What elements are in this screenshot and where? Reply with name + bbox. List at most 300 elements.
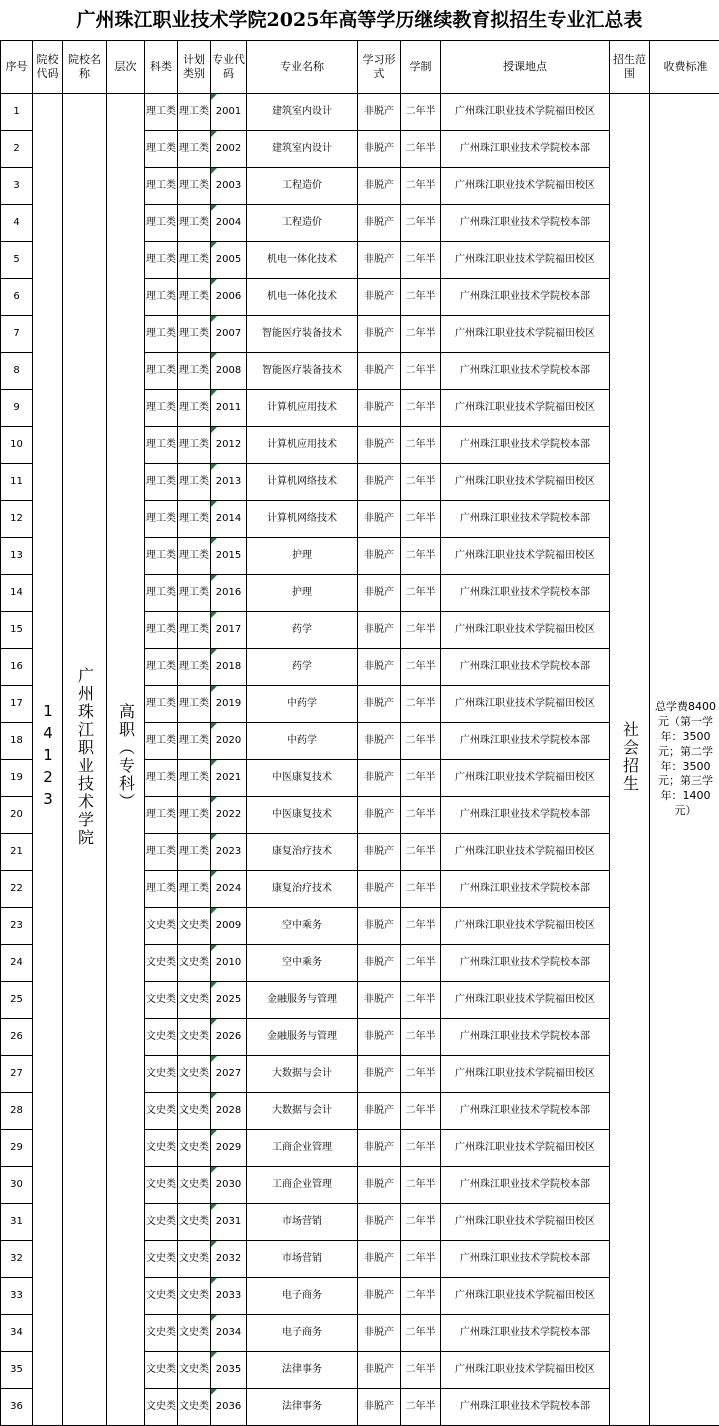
- cell-marker-icon: [211, 1204, 217, 1210]
- row-plan-type: 理工类: [178, 797, 211, 834]
- row-study-form: 非脱产: [358, 686, 401, 723]
- row-major-name: 空中乘务: [247, 908, 358, 945]
- row-location: 广州珠江职业技术学院福田校区: [441, 390, 610, 427]
- row-major-name: 市场营销: [247, 1241, 358, 1278]
- row-major-code: [211, 131, 247, 168]
- row-duration: 二年半: [401, 1130, 441, 1167]
- row-plan-type: 理工类: [178, 427, 211, 464]
- cell-marker-icon: [211, 131, 217, 137]
- major-code-text: 2013: [215, 475, 242, 487]
- school-name: 广州珠江职业技术学院: [75, 667, 95, 848]
- row-subject: 文史类: [145, 1204, 178, 1241]
- row-major-code: [211, 834, 247, 871]
- row-major-code: [211, 871, 247, 908]
- row-location: 广州珠江职业技术学院校本部: [441, 1019, 610, 1056]
- cell-marker-icon: [211, 797, 217, 803]
- cell-marker-icon: [211, 908, 217, 914]
- row-study-form: 非脱产: [358, 575, 401, 612]
- row-duration: 二年半: [401, 390, 441, 427]
- cell-marker-icon: [211, 390, 217, 396]
- row-major-code: [211, 1204, 247, 1241]
- row-duration: 二年半: [401, 1352, 441, 1389]
- major-code-text: 2017: [215, 623, 242, 635]
- row-subject: 理工类: [145, 205, 178, 242]
- row-plan-type: 理工类: [178, 131, 211, 168]
- major-code-text: 2002: [215, 142, 242, 154]
- row-major-code: [211, 353, 247, 390]
- row-major-code: [211, 760, 247, 797]
- row-subject: 文史类: [145, 1315, 178, 1352]
- row-plan-type: 理工类: [178, 464, 211, 501]
- row-study-form: 非脱产: [358, 538, 401, 575]
- row-plan-type: 理工类: [178, 871, 211, 908]
- row-seq: 31: [1, 1204, 33, 1241]
- major-code-text: 2035: [215, 1363, 242, 1375]
- row-seq: 5: [1, 242, 33, 279]
- row-major-code: [211, 1019, 247, 1056]
- row-location: 广州珠江职业技术学院福田校区: [441, 908, 610, 945]
- major-code-text: 2030: [215, 1178, 242, 1190]
- row-seq: 18: [1, 723, 33, 760]
- row-location: 广州珠江职业技术学院校本部: [441, 1093, 610, 1130]
- row-major-code: [211, 908, 247, 945]
- row-plan-type: 文史类: [178, 945, 211, 982]
- row-duration: 二年半: [401, 686, 441, 723]
- row-study-form: 非脱产: [358, 1315, 401, 1352]
- row-duration: 二年半: [401, 649, 441, 686]
- major-code-text: 2036: [215, 1400, 242, 1412]
- row-seq: 16: [1, 649, 33, 686]
- row-subject: 理工类: [145, 686, 178, 723]
- cell-marker-icon: [211, 94, 217, 100]
- row-plan-type: 理工类: [178, 760, 211, 797]
- row-location: 广州珠江职业技术学院福田校区: [441, 94, 610, 131]
- cell-marker-icon: [211, 464, 217, 470]
- row-study-form: 非脱产: [358, 168, 401, 205]
- row-major-name: 市场营销: [247, 1204, 358, 1241]
- row-subject: 理工类: [145, 353, 178, 390]
- row-plan-type: 文史类: [178, 1167, 211, 1204]
- row-subject: 理工类: [145, 464, 178, 501]
- row-subject: 理工类: [145, 575, 178, 612]
- row-major-name: 大数据与会计: [247, 1056, 358, 1093]
- major-code-text: 2016: [215, 586, 242, 598]
- major-code-text: 2021: [215, 771, 242, 783]
- school-name-cell: [63, 94, 107, 1426]
- row-subject: 理工类: [145, 242, 178, 279]
- major-code-text: 2019: [215, 697, 242, 709]
- school-code: 14123: [39, 702, 57, 813]
- row-duration: 二年半: [401, 94, 441, 131]
- row-major-code: [211, 1093, 247, 1130]
- row-major-code: [211, 945, 247, 982]
- major-code-text: 2023: [215, 845, 242, 857]
- row-duration: 二年半: [401, 1315, 441, 1352]
- row-study-form: 非脱产: [358, 464, 401, 501]
- row-major-name: 机电一体化技术: [247, 279, 358, 316]
- cell-marker-icon: [211, 723, 217, 729]
- row-major-name: 机电一体化技术: [247, 242, 358, 279]
- row-plan-type: 理工类: [178, 353, 211, 390]
- cell-marker-icon: [211, 1130, 217, 1136]
- row-plan-type: 理工类: [178, 723, 211, 760]
- row-subject: 理工类: [145, 390, 178, 427]
- row-duration: 二年半: [401, 797, 441, 834]
- enroll-scope-cell: [610, 94, 650, 1426]
- row-major-name: 中医康复技术: [247, 797, 358, 834]
- cell-marker-icon: [211, 168, 217, 174]
- row-plan-type: 理工类: [178, 205, 211, 242]
- row-major-name: 计算机网络技术: [247, 464, 358, 501]
- major-code-text: 2026: [215, 1030, 242, 1042]
- row-seq: 33: [1, 1278, 33, 1315]
- cell-marker-icon: [211, 834, 217, 840]
- major-code-text: 2005: [215, 253, 242, 265]
- row-location: 广州珠江职业技术学院校本部: [441, 1389, 610, 1426]
- cell-marker-icon: [211, 1352, 217, 1358]
- cell-marker-icon: [211, 575, 217, 581]
- row-seq: 19: [1, 760, 33, 797]
- cell-marker-icon: [211, 501, 217, 507]
- row-seq: 36: [1, 1389, 33, 1426]
- cell-marker-icon: [211, 760, 217, 766]
- row-duration: 二年半: [401, 1093, 441, 1130]
- major-code-text: 2018: [215, 660, 242, 672]
- row-plan-type: 文史类: [178, 1204, 211, 1241]
- major-code-text: 2001: [215, 105, 242, 117]
- row-seq: 35: [1, 1352, 33, 1389]
- row-seq: 32: [1, 1241, 33, 1278]
- row-major-code: [211, 279, 247, 316]
- row-seq: 29: [1, 1130, 33, 1167]
- row-major-code: [211, 1315, 247, 1352]
- row-location: 广州珠江职业技术学院校本部: [441, 1167, 610, 1204]
- row-study-form: 非脱产: [358, 871, 401, 908]
- row-major-name: 工程造价: [247, 168, 358, 205]
- row-major-code: [211, 427, 247, 464]
- cell-marker-icon: [211, 945, 217, 951]
- row-location: 广州珠江职业技术学院校本部: [441, 131, 610, 168]
- major-code-text: 2006: [215, 290, 242, 302]
- row-major-code: [211, 390, 247, 427]
- header-study-form: 学习形式: [358, 41, 401, 94]
- row-major-code: [211, 612, 247, 649]
- row-plan-type: 理工类: [178, 242, 211, 279]
- row-subject: 文史类: [145, 1241, 178, 1278]
- row-study-form: 非脱产: [358, 612, 401, 649]
- row-location: 广州珠江职业技术学院福田校区: [441, 1278, 610, 1315]
- row-plan-type: 文史类: [178, 1352, 211, 1389]
- row-seq: 22: [1, 871, 33, 908]
- row-subject: 文史类: [145, 1167, 178, 1204]
- cell-marker-icon: [211, 205, 217, 211]
- row-location: 广州珠江职业技术学院校本部: [441, 1241, 610, 1278]
- row-major-code: [211, 1056, 247, 1093]
- row-location: 广州珠江职业技术学院福田校区: [441, 612, 610, 649]
- row-study-form: 非脱产: [358, 279, 401, 316]
- cell-marker-icon: [211, 649, 217, 655]
- row-major-name: 法律事务: [247, 1352, 358, 1389]
- row-duration: 二年半: [401, 982, 441, 1019]
- row-major-name: 中医康复技术: [247, 760, 358, 797]
- row-study-form: 非脱产: [358, 649, 401, 686]
- row-study-form: 非脱产: [358, 94, 401, 131]
- major-code-text: 2024: [215, 882, 242, 894]
- row-seq: 30: [1, 1167, 33, 1204]
- row-plan-type: 文史类: [178, 1315, 211, 1352]
- row-seq: 20: [1, 797, 33, 834]
- row-plan-type: 文史类: [178, 1278, 211, 1315]
- row-major-code: [211, 1278, 247, 1315]
- row-study-form: 非脱产: [358, 1019, 401, 1056]
- row-plan-type: 理工类: [178, 279, 211, 316]
- row-plan-type: 文史类: [178, 1093, 211, 1130]
- row-seq: 2: [1, 131, 33, 168]
- header-enroll-scope: 招生范围: [610, 41, 650, 94]
- header-school-code: 院校代码: [33, 41, 63, 94]
- row-subject: 文史类: [145, 945, 178, 982]
- row-major-name: 药学: [247, 649, 358, 686]
- row-duration: 二年半: [401, 538, 441, 575]
- row-duration: 二年半: [401, 1167, 441, 1204]
- row-major-name: 药学: [247, 612, 358, 649]
- row-major-name: 法律事务: [247, 1389, 358, 1426]
- row-study-form: 非脱产: [358, 353, 401, 390]
- row-subject: 理工类: [145, 279, 178, 316]
- row-seq: 7: [1, 316, 33, 353]
- table-row: [1, 94, 719, 131]
- row-plan-type: 文史类: [178, 1130, 211, 1167]
- row-duration: 二年半: [401, 1389, 441, 1426]
- cell-marker-icon: [211, 686, 217, 692]
- header-school-name: 院校名称: [63, 41, 107, 94]
- row-seq: 14: [1, 575, 33, 612]
- row-location: 广州珠江职业技术学院福田校区: [441, 1204, 610, 1241]
- row-subject: 文史类: [145, 908, 178, 945]
- major-code-text: 2014: [215, 512, 242, 524]
- row-duration: 二年半: [401, 427, 441, 464]
- row-study-form: 非脱产: [358, 1278, 401, 1315]
- row-duration: 二年半: [401, 1056, 441, 1093]
- row-major-name: 建筑室内设计: [247, 131, 358, 168]
- row-location: 广州珠江职业技术学院福田校区: [441, 1130, 610, 1167]
- row-seq: 9: [1, 390, 33, 427]
- row-seq: 10: [1, 427, 33, 464]
- major-code-text: 2020: [215, 734, 242, 746]
- row-major-name: 中药学: [247, 686, 358, 723]
- row-location: 广州珠江职业技术学院福田校区: [441, 1056, 610, 1093]
- row-plan-type: 理工类: [178, 316, 211, 353]
- row-seq: 26: [1, 1019, 33, 1056]
- major-code-text: 2025: [215, 993, 242, 1005]
- row-plan-type: 文史类: [178, 982, 211, 1019]
- row-study-form: 非脱产: [358, 723, 401, 760]
- row-major-code: [211, 242, 247, 279]
- header-location: 授课地点: [441, 41, 610, 94]
- major-code-text: 2012: [215, 438, 242, 450]
- row-major-name: 康复治疗技术: [247, 834, 358, 871]
- row-subject: 理工类: [145, 649, 178, 686]
- row-location: 广州珠江职业技术学院校本部: [441, 205, 610, 242]
- row-duration: 二年半: [401, 1204, 441, 1241]
- row-plan-type: 文史类: [178, 1241, 211, 1278]
- row-duration: 二年半: [401, 1241, 441, 1278]
- row-subject: 理工类: [145, 94, 178, 131]
- row-location: 广州珠江职业技术学院校本部: [441, 279, 610, 316]
- row-subject: 理工类: [145, 131, 178, 168]
- row-major-name: 计算机网络技术: [247, 501, 358, 538]
- row-plan-type: 理工类: [178, 501, 211, 538]
- major-code-text: 2029: [215, 1141, 242, 1153]
- cell-marker-icon: [211, 1019, 217, 1025]
- row-duration: 二年半: [401, 1019, 441, 1056]
- row-plan-type: 理工类: [178, 94, 211, 131]
- cell-marker-icon: [211, 279, 217, 285]
- cell-marker-icon: [211, 316, 217, 322]
- row-major-code: [211, 797, 247, 834]
- row-major-name: 工程造价: [247, 205, 358, 242]
- row-study-form: 非脱产: [358, 834, 401, 871]
- major-code-text: 2003: [215, 179, 242, 191]
- row-major-name: 电子商务: [247, 1278, 358, 1315]
- row-major-name: 工商企业管理: [247, 1130, 358, 1167]
- fee-text: 总学费8400元（第一学年：3500元；第二学年：3500元；第三学年：1400元）: [655, 700, 716, 818]
- major-code-text: 2034: [215, 1326, 242, 1338]
- row-major-name: 护理: [247, 538, 358, 575]
- cell-marker-icon: [211, 1315, 217, 1321]
- row-location: 广州珠江职业技术学院校本部: [441, 723, 610, 760]
- row-major-name: 计算机应用技术: [247, 427, 358, 464]
- row-subject: 文史类: [145, 1389, 178, 1426]
- row-study-form: 非脱产: [358, 501, 401, 538]
- row-seq: 24: [1, 945, 33, 982]
- cell-marker-icon: [211, 538, 217, 544]
- major-code-text: 2007: [215, 327, 242, 339]
- row-location: 广州珠江职业技术学院福田校区: [441, 242, 610, 279]
- row-major-name: 康复治疗技术: [247, 871, 358, 908]
- row-study-form: 非脱产: [358, 242, 401, 279]
- row-duration: 二年半: [401, 168, 441, 205]
- row-study-form: 非脱产: [358, 945, 401, 982]
- row-seq: 6: [1, 279, 33, 316]
- row-subject: 文史类: [145, 1278, 178, 1315]
- header-major-name: 专业名称: [247, 41, 358, 94]
- row-major-code: [211, 205, 247, 242]
- row-duration: 二年半: [401, 501, 441, 538]
- row-location: 广州珠江职业技术学院校本部: [441, 871, 610, 908]
- fee-cell: [650, 94, 719, 1426]
- row-location: 广州珠江职业技术学院校本部: [441, 501, 610, 538]
- row-seq: 4: [1, 205, 33, 242]
- row-duration: 二年半: [401, 131, 441, 168]
- row-duration: 二年半: [401, 575, 441, 612]
- row-major-name: 中药学: [247, 723, 358, 760]
- row-seq: 12: [1, 501, 33, 538]
- row-location: 广州珠江职业技术学院福田校区: [441, 538, 610, 575]
- row-location: 广州珠江职业技术学院福田校区: [441, 760, 610, 797]
- level: 高职（专科）: [116, 703, 136, 812]
- row-seq: 23: [1, 908, 33, 945]
- row-study-form: 非脱产: [358, 1389, 401, 1426]
- row-location: 广州珠江职业技术学院校本部: [441, 945, 610, 982]
- row-study-form: 非脱产: [358, 205, 401, 242]
- row-study-form: 非脱产: [358, 760, 401, 797]
- row-seq: 34: [1, 1315, 33, 1352]
- row-duration: 二年半: [401, 205, 441, 242]
- row-subject: 理工类: [145, 797, 178, 834]
- row-major-name: 大数据与会计: [247, 1093, 358, 1130]
- row-duration: 二年半: [401, 723, 441, 760]
- row-study-form: 非脱产: [358, 1130, 401, 1167]
- row-major-name: 金融服务与管理: [247, 982, 358, 1019]
- row-seq: 15: [1, 612, 33, 649]
- row-subject: 理工类: [145, 427, 178, 464]
- row-subject: 理工类: [145, 538, 178, 575]
- row-seq: 1: [1, 94, 33, 131]
- row-subject: 理工类: [145, 723, 178, 760]
- header-row: [1, 41, 719, 94]
- row-major-name: 电子商务: [247, 1315, 358, 1352]
- row-plan-type: 理工类: [178, 834, 211, 871]
- cell-marker-icon: [211, 1389, 217, 1395]
- row-study-form: 非脱产: [358, 316, 401, 353]
- row-study-form: 非脱产: [358, 908, 401, 945]
- row-study-form: 非脱产: [358, 1204, 401, 1241]
- major-code-text: 2022: [215, 808, 242, 820]
- row-plan-type: 理工类: [178, 686, 211, 723]
- cell-marker-icon: [211, 1167, 217, 1173]
- row-duration: 二年半: [401, 760, 441, 797]
- major-code-text: 2008: [215, 364, 242, 376]
- row-subject: 文史类: [145, 1019, 178, 1056]
- cell-marker-icon: [211, 982, 217, 988]
- row-duration: 二年半: [401, 316, 441, 353]
- row-plan-type: 理工类: [178, 612, 211, 649]
- row-subject: 理工类: [145, 871, 178, 908]
- row-study-form: 非脱产: [358, 1352, 401, 1389]
- row-major-code: [211, 575, 247, 612]
- cell-marker-icon: [211, 1278, 217, 1284]
- school-code-cell: [33, 94, 63, 1426]
- row-subject: 理工类: [145, 760, 178, 797]
- row-location: 广州珠江职业技术学院校本部: [441, 797, 610, 834]
- cell-marker-icon: [211, 1241, 217, 1247]
- page-title: 广州珠江职业技术学院2025年高等学历继续教育拟招生专业汇总表: [76, 9, 643, 31]
- row-subject: 文史类: [145, 1352, 178, 1389]
- row-seq: 17: [1, 686, 33, 723]
- row-plan-type: 文史类: [178, 1389, 211, 1426]
- header-subject: 科类: [145, 41, 178, 94]
- row-major-code: [211, 1352, 247, 1389]
- row-plan-type: 文史类: [178, 1019, 211, 1056]
- major-code-text: 2031: [215, 1215, 242, 1227]
- row-study-form: 非脱产: [358, 1093, 401, 1130]
- major-code-text: 2015: [215, 549, 242, 561]
- row-plan-type: 理工类: [178, 538, 211, 575]
- enrollment-table: [0, 40, 719, 1426]
- row-major-code: [211, 168, 247, 205]
- cell-marker-icon: [211, 612, 217, 618]
- row-seq: 11: [1, 464, 33, 501]
- row-major-code: [211, 464, 247, 501]
- row-seq: 28: [1, 1093, 33, 1130]
- row-duration: 二年半: [401, 871, 441, 908]
- row-subject: 理工类: [145, 501, 178, 538]
- row-major-name: 护理: [247, 575, 358, 612]
- enroll-scope: 社会招生: [620, 721, 640, 794]
- row-plan-type: 文史类: [178, 908, 211, 945]
- row-study-form: 非脱产: [358, 1056, 401, 1093]
